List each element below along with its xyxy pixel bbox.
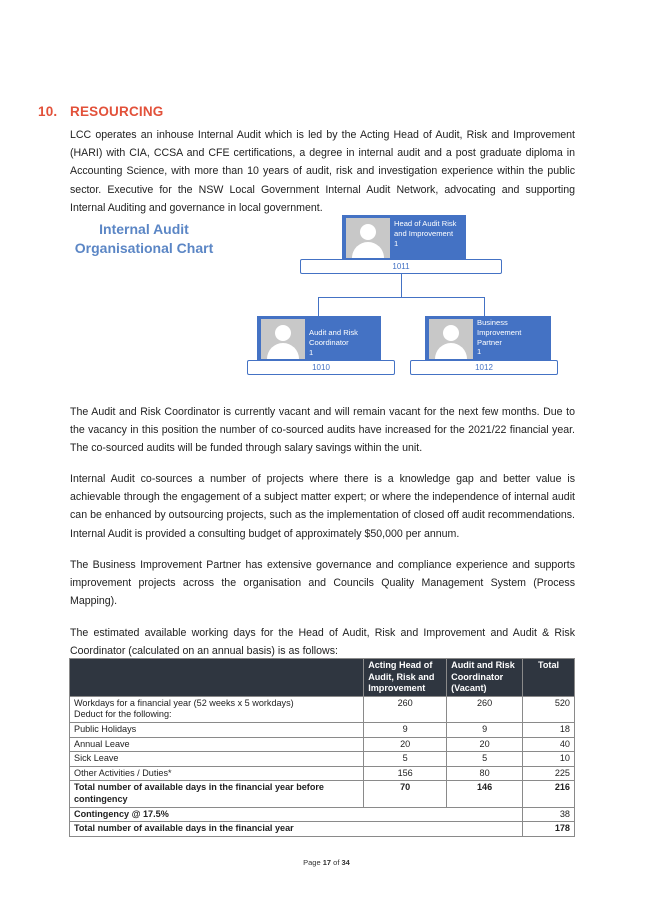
section-heading <box>38 104 164 119</box>
table-cell-label: Workdays for a financial year (52 weeks x 5 workdays) Deduct for the following: <box>70 696 364 722</box>
table-cell: 178 <box>523 822 575 837</box>
org-node-partner <box>425 316 551 362</box>
org-node-count: 1 <box>477 347 482 357</box>
page-number: 17 <box>322 858 332 867</box>
table-cell: 216 <box>523 781 575 807</box>
table-cell: 10 <box>523 752 575 767</box>
table-header-cell: Audit and Risk Coordinator (Vacant) <box>447 659 523 697</box>
person-placeholder-icon <box>261 319 305 359</box>
org-node-title-line: and Improvement <box>394 228 454 238</box>
org-node-title-line: Improvement <box>477 327 522 337</box>
table-header-cell: Acting Head of Audit, Risk and Improvement <box>364 659 447 697</box>
table-cell-label: Contingency @ 17.5% <box>70 807 523 822</box>
table-cell: 70 <box>364 781 447 807</box>
table-row <box>70 722 575 737</box>
table-cell: 146 <box>447 781 523 807</box>
table-cell-label: Total number of available days in the financial year before contingency <box>70 781 364 807</box>
table-cell: 5 <box>364 752 447 767</box>
table-row <box>70 696 575 722</box>
table-cell: 260 <box>447 696 523 722</box>
connector-horizontal <box>318 297 485 298</box>
org-chart-title: Internal Audit Organisational Chart <box>74 221 214 256</box>
table-row-contingency <box>70 807 575 822</box>
table-cell: 9 <box>364 722 447 737</box>
org-node-id: 1012 <box>410 360 558 375</box>
table-cell: 225 <box>523 766 575 781</box>
person-placeholder-icon <box>346 218 390 258</box>
org-node-title-line: Business <box>477 318 508 327</box>
table-cell-label: Public Holidays <box>70 722 364 737</box>
org-node-title-line: Audit and Risk <box>309 328 358 337</box>
table-cell: 156 <box>364 766 447 781</box>
table-row <box>70 766 575 781</box>
person-placeholder-icon <box>429 319 473 359</box>
table-cell: 80 <box>447 766 523 781</box>
org-node-title-line: Coordinator <box>309 337 349 347</box>
org-node-title-line: Head of Audit Risk <box>394 219 457 228</box>
section-number: 10. <box>38 104 58 119</box>
org-node-title-line: Partner <box>477 337 502 347</box>
page-total: 34 <box>341 858 350 867</box>
table-cell-label: Other Activities / Duties* <box>70 766 364 781</box>
table-row <box>70 737 575 752</box>
connector-right <box>484 297 485 316</box>
table-cell-label: Annual Leave <box>70 737 364 752</box>
org-node-coordinator <box>257 316 381 362</box>
paragraph-table-intro: The estimated available working days for the Head of Audit, Risk and Improvement and Audit & Risk Coordinator (calculated on an annual basis) is as follows: <box>70 627 575 658</box>
table-row <box>70 752 575 767</box>
page-footer: Page 17 of 34 <box>303 858 350 867</box>
table-cell: 38 <box>523 807 575 822</box>
section-title: RESOURCING <box>70 104 164 119</box>
org-node-count: 1 <box>394 238 399 248</box>
org-node-count: 1 <box>309 347 314 357</box>
paragraph-intro: LCC operates an inhouse Internal Audit which is led by the Acting Head of Audit, Risk and Improvement (HARI) with CIA, CCSA and CFE certifications, a degree in internal audit and a post graduate diploma in Accounting Science, with more than 10 years of audit, risk and investigation experience within the public sector. Executive for the NSW Local Government Internal Audit Network, advocating and supporting Internal Auditing and governance in local government. <box>70 129 575 214</box>
working-days-table <box>69 658 575 837</box>
connector-left <box>318 297 319 316</box>
table-cell: 20 <box>364 737 447 752</box>
table-header-cell <box>70 659 364 697</box>
table-cell: 5 <box>447 752 523 767</box>
table-header-cell: Total <box>523 659 575 697</box>
table-cell-label: Total number of available days in the financial year <box>70 822 523 837</box>
paragraph-bip: The Business Improvement Partner has extensive governance and compliance experience and supports improvement projects across the organisation and Councils Quality Management System (Process Mapping). <box>70 559 575 608</box>
org-node-id: 1011 <box>300 259 502 274</box>
table-header-row <box>70 659 575 697</box>
table-cell: 9 <box>447 722 523 737</box>
table-cell: 40 <box>523 737 575 752</box>
table-cell: 520 <box>523 696 575 722</box>
connector-vertical-top <box>401 273 402 297</box>
table-row-total-before-contingency <box>70 781 575 807</box>
table-row-total <box>70 822 575 837</box>
paragraph-vacancy: The Audit and Risk Coordinator is currently vacant and will remain vacant for the next few months. Due to the vacancy in this position the number of co-sourced audits have increased for the 2021/22 financial year. The co-sourced audits will be funded through salary savings within the unit. <box>70 406 575 455</box>
table-cell: 18 <box>523 722 575 737</box>
table-cell: 20 <box>447 737 523 752</box>
table-cell-label: Sick Leave <box>70 752 364 767</box>
org-node-id: 1010 <box>247 360 395 375</box>
table-cell: 260 <box>364 696 447 722</box>
org-node-head <box>342 215 466 261</box>
paragraph-cosource: Internal Audit co-sources a number of projects where there is a knowledge gap and better value is achievable through the engagement of a subject matter expert; or where the independence of internal audit can be enhanced by outsourcing projects, such as the implementation of closed off audit recommendations. Internal Audit is provided a consulting budget of approximately $50,000 per annum. <box>70 473 575 540</box>
